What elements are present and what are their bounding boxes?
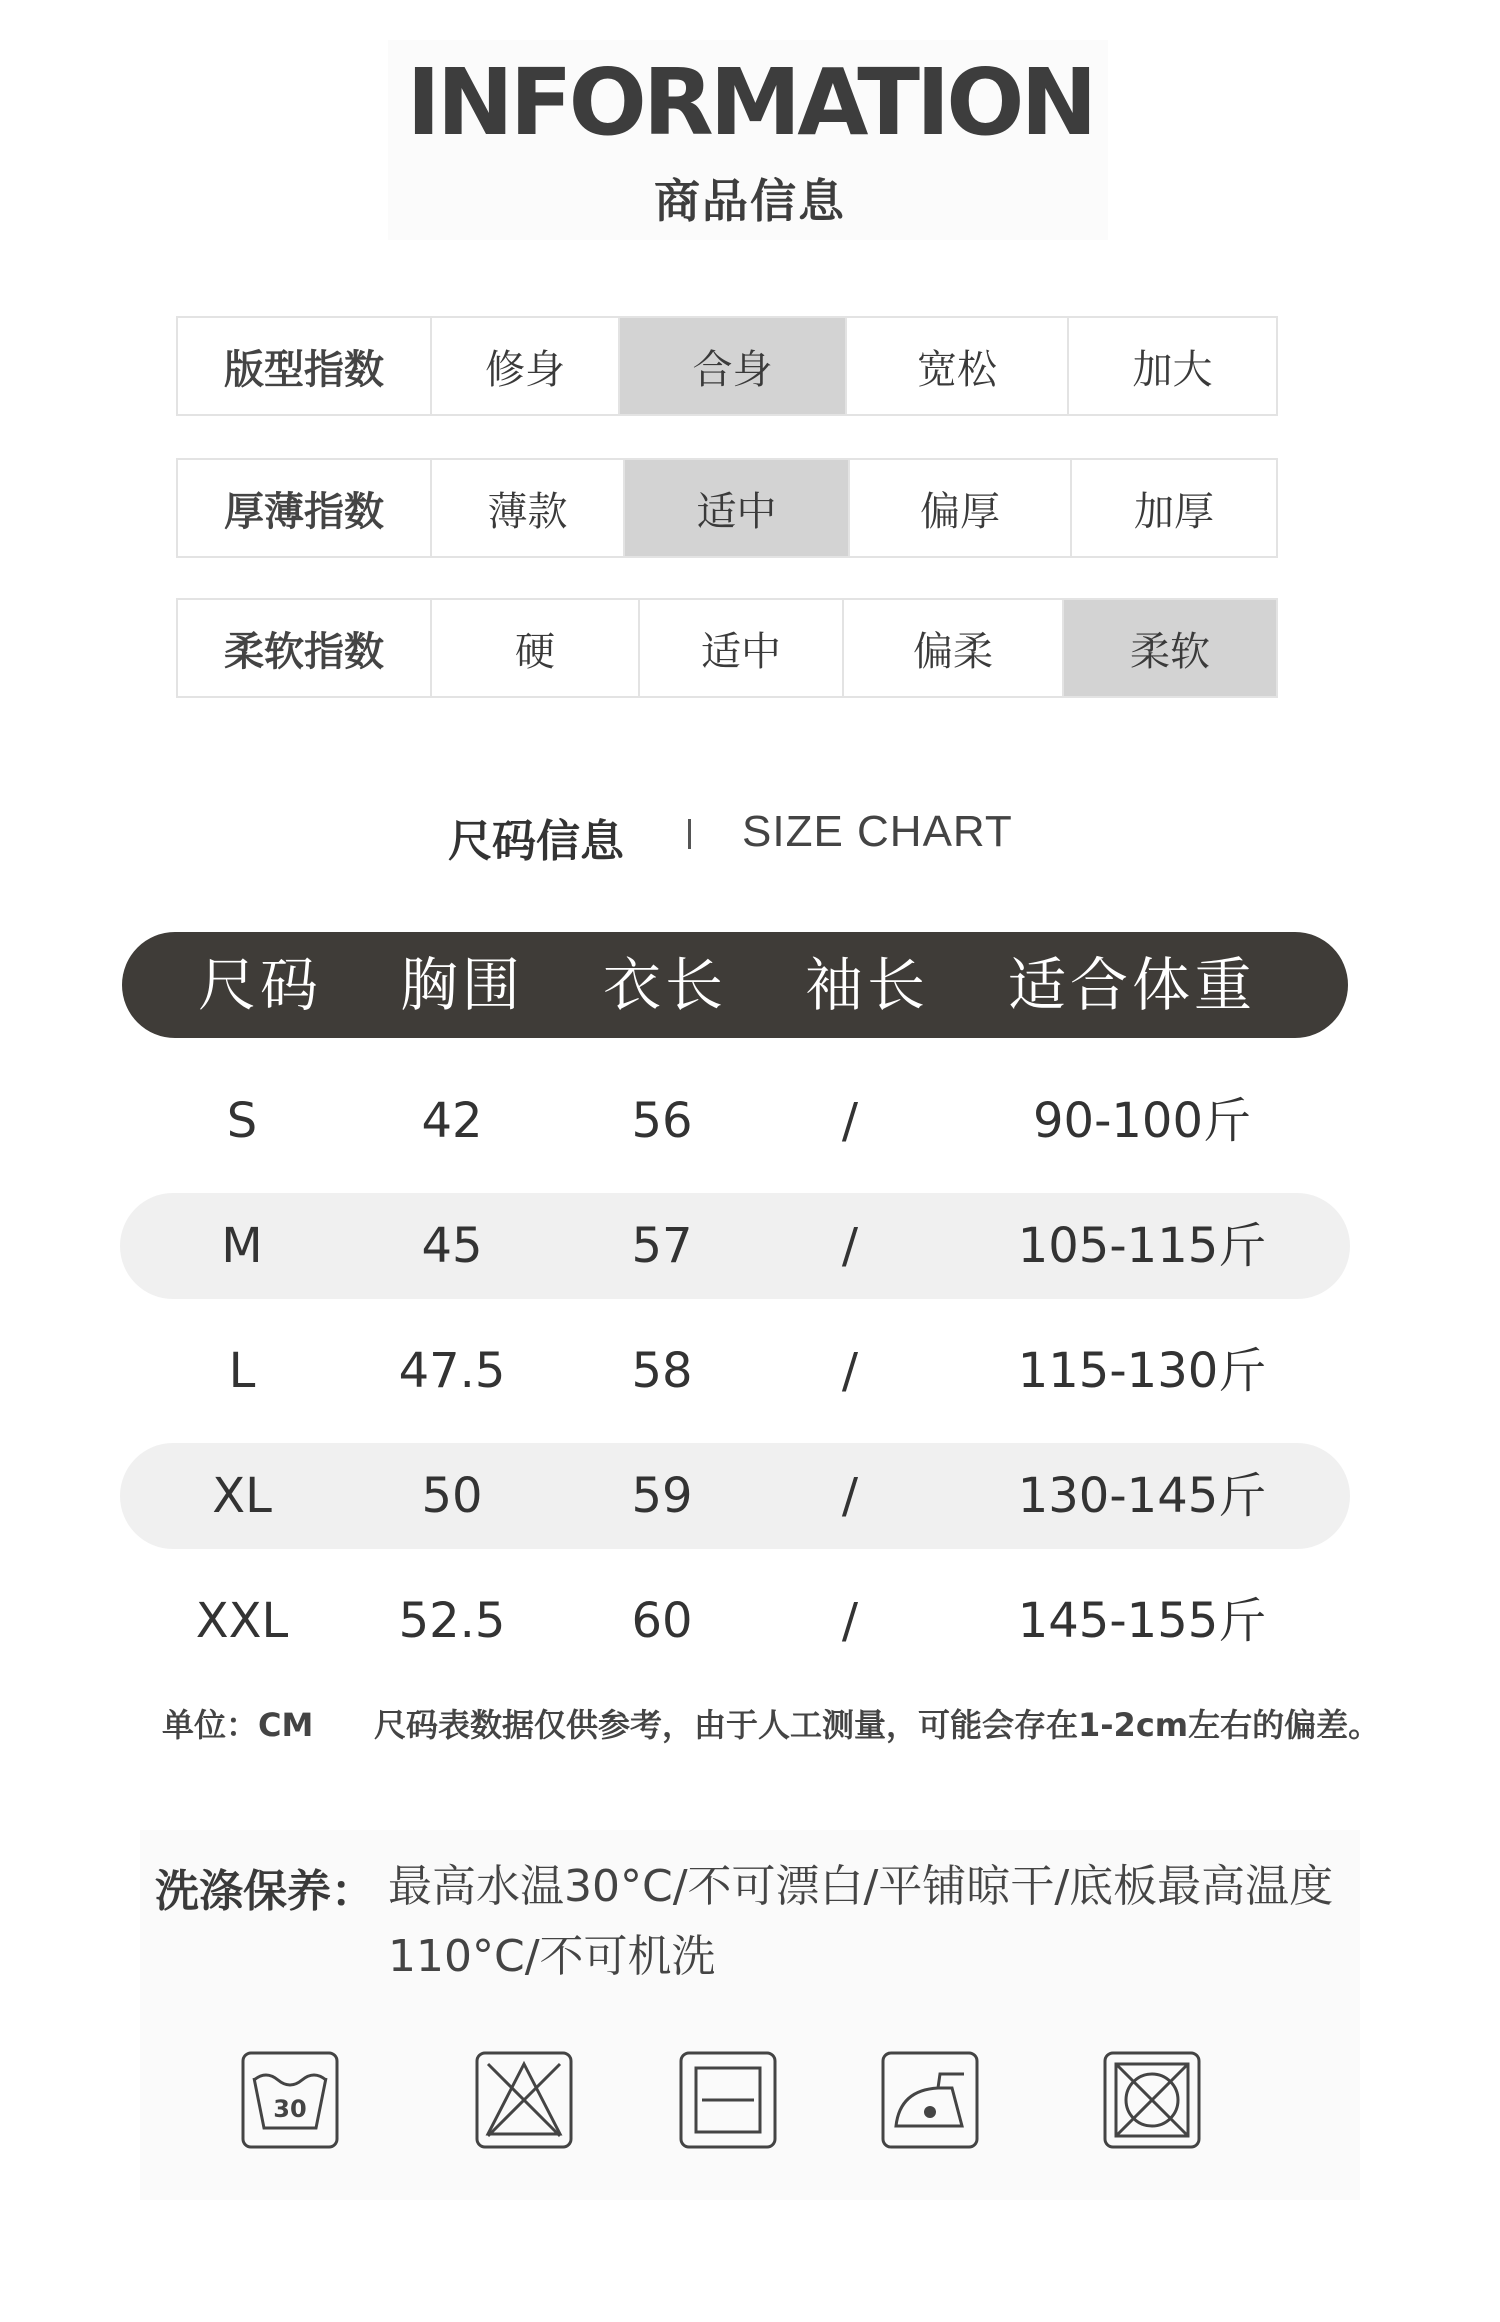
table-cell: / <box>841 1218 859 1274</box>
table-cell: XXL <box>195 1593 289 1649</box>
table-cell: 60 <box>631 1593 693 1649</box>
index-option: 适中 <box>640 600 844 696</box>
dry-flat-icon <box>678 2050 778 2150</box>
softness-index-row <box>176 598 1278 698</box>
table-row <box>120 1068 1350 1174</box>
table-cell: 45 <box>421 1218 483 1274</box>
thickness-index-row <box>176 458 1278 558</box>
table-cell: 56 <box>631 1093 693 1149</box>
table-row <box>120 1318 1350 1424</box>
table-cell: 42 <box>421 1093 483 1149</box>
table-cell: / <box>841 1343 859 1399</box>
table-cell: XL <box>212 1468 272 1524</box>
size-chart-heading <box>0 805 1500 865</box>
table-cell: 115-130斤 <box>1017 1343 1267 1399</box>
table-cell: 52.5 <box>398 1593 506 1649</box>
measurement-disclaimer: 尺码表数据仅供参考，由于人工测量，可能会存在1-2cm左右的偏差。 <box>374 1706 1381 1744</box>
table-cell: 58 <box>631 1343 693 1399</box>
table-cell: / <box>841 1093 859 1149</box>
table-cell: / <box>841 1593 859 1649</box>
index-option-selected: 合身 <box>620 318 847 414</box>
table-cell: 145-155斤 <box>1017 1593 1267 1649</box>
care-label: 洗涤保养： <box>155 1866 375 1917</box>
index-option: 硬 <box>432 600 640 696</box>
index-option: 薄款 <box>432 460 625 556</box>
index-option: 修身 <box>432 318 620 414</box>
index-option: 偏厚 <box>850 460 1072 556</box>
iron-low-icon <box>880 2050 980 2150</box>
index-option-selected: 适中 <box>625 460 850 556</box>
column-header: 衣长 <box>602 951 728 1019</box>
table-row <box>120 1193 1350 1299</box>
table-cell: 50 <box>421 1468 483 1524</box>
unit-note: 单位：CM <box>162 1706 314 1744</box>
index-label: 厚薄指数 <box>178 460 432 556</box>
size-table-header <box>122 932 1348 1038</box>
index-option: 加厚 <box>1134 488 1214 535</box>
table-cell: 105-115斤 <box>1017 1218 1267 1274</box>
column-header: 袖长 <box>804 951 930 1019</box>
index-label: 柔软指数 <box>178 600 432 696</box>
table-cell: M <box>221 1218 263 1274</box>
table-cell: 57 <box>631 1218 693 1274</box>
heading-divider <box>688 819 691 849</box>
size-chart-heading-en: SIZE CHART <box>742 807 1013 856</box>
do-not-machine-wash-icon <box>1102 2050 1202 2150</box>
table-cell: S <box>226 1093 258 1149</box>
wash-temp-label: 30 <box>273 2095 307 2123</box>
index-option: 加大 <box>1132 346 1213 393</box>
table-row <box>120 1443 1350 1549</box>
table-cell: 90-100斤 <box>1032 1093 1252 1149</box>
table-cell: 47.5 <box>398 1343 506 1399</box>
index-option: 宽松 <box>847 318 1069 414</box>
column-header: 胸围 <box>399 951 525 1019</box>
column-header: 适合体重 <box>1007 951 1257 1019</box>
fit-index-row <box>176 316 1278 416</box>
do-not-bleach-icon <box>474 2050 574 2150</box>
page-title: INFORMATION <box>406 49 1094 156</box>
table-cell: L <box>228 1343 256 1399</box>
column-header: 尺码 <box>197 951 323 1019</box>
size-chart-heading-zh: 尺码信息 <box>448 816 624 867</box>
table-cell: 130-145斤 <box>1017 1468 1267 1524</box>
table-cell: / <box>841 1468 859 1524</box>
wash-30-icon <box>240 2050 340 2150</box>
table-row <box>120 1568 1350 1674</box>
index-option: 偏柔 <box>844 600 1064 696</box>
care-instructions: 最高水温30°C/不可漂白/平铺晾干/底板最高温度110°C/不可机洗 <box>388 1861 1334 1982</box>
table-cell: 59 <box>631 1468 693 1524</box>
index-label: 版型指数 <box>178 318 432 414</box>
index-option-selected: 柔软 <box>1064 600 1276 696</box>
page-subtitle: 商品信息 <box>654 174 846 228</box>
